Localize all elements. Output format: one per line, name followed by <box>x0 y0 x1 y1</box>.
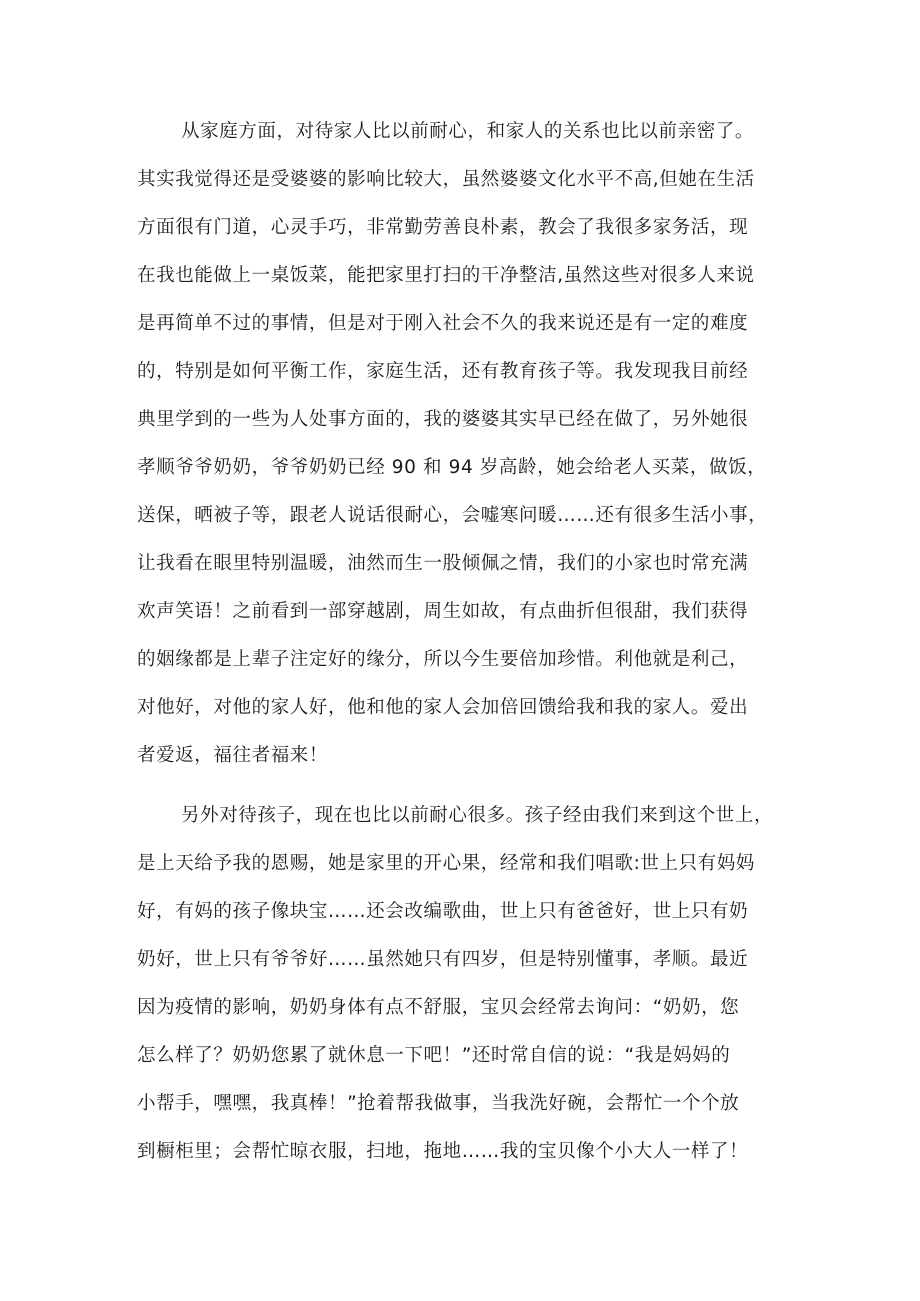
text-line: 其实我觉得还是受婆婆的影响比较大，虽然婆婆文化水平不高,但她在生活 <box>137 169 755 190</box>
text-line: 的，特别是如何平衡工作，家庭生活，还有教育孩子等。我发现我目前经 <box>137 361 749 382</box>
text-line: 是再简单不过的事情，但是对于刚入社会不久的我来说还是有一定的难度 <box>137 313 749 334</box>
text-line: 欢声笑语！之前看到一部穿越剧，周生如故，有点曲折但很甜，我们获得 <box>137 601 749 622</box>
text-line: 孝顺爷爷奶奶，爷爷奶奶已经 90 和 94 岁高龄，她会给老人买菜，做饭， <box>137 457 767 478</box>
text-line: 另外对待孩子，现在也比以前耐心很多。孩子经由我们来到这个世上， <box>181 805 774 826</box>
text-line: 是上天给予我的恩赐，她是家里的开心果，经常和我们唱歌:世上只有妈妈 <box>137 853 756 874</box>
text-line: 者爱返，福往者福来！ <box>137 745 329 766</box>
text-line: 到橱柜里；会帮忙晾衣服，扫地，拖地……我的宝贝像个小大人一样了！ <box>137 1141 749 1162</box>
text-line: 典里学到的一些为人处事方面的，我的婆婆其实早已经在做了，另外她很 <box>137 409 749 430</box>
text-line: 的姻缘都是上辈子注定好的缘分，所以今生要倍加珍惜。利他就是利己， <box>137 649 749 670</box>
text-line: 对他好，对他的家人好，他和他的家人会加倍回馈给我和我的家人。爱出 <box>137 697 749 718</box>
text-line: 方面很有门道，心灵手巧，非常勤劳善良朴素，教会了我很多家务活，现 <box>137 217 749 238</box>
text-line: 好，有妈的孩子像块宝……还会改编歌曲，世上只有爸爸好，世上只有奶 <box>137 901 749 922</box>
text-line: 让我看在眼里特别温暖，油然而生一股倾佩之情，我们的小家也时常充满 <box>137 553 749 574</box>
text-line: 怎么样了？奶奶您累了就休息一下吧！”还时常自信的说：“我是妈妈的 <box>137 1045 731 1066</box>
text-line: 送保，晒被子等，跟老人说话很耐心，会嘘寒问暖……还有很多生活小事， <box>137 505 768 526</box>
text-line: 因为疫情的影响，奶奶身体有点不舒服，宝贝会经常去询问：“奶奶，您 <box>137 997 740 1018</box>
text-line: 从家庭方面，对待家人比以前耐心，和家人的关系也比以前亲密了。 <box>181 121 755 142</box>
text-line: 小帮手，嘿嘿，我真棒！”抢着帮我做事，当我洗好碗，会帮忙一个个放 <box>137 1093 740 1114</box>
text-line: 在我也能做上一桌饭菜，能把家里打扫的干净整洁,虽然这些对很多人来说 <box>137 265 755 286</box>
text-line: 奶好，世上只有爷爷好……虽然她只有四岁，但是特别懂事，孝顺。最近 <box>137 949 749 970</box>
